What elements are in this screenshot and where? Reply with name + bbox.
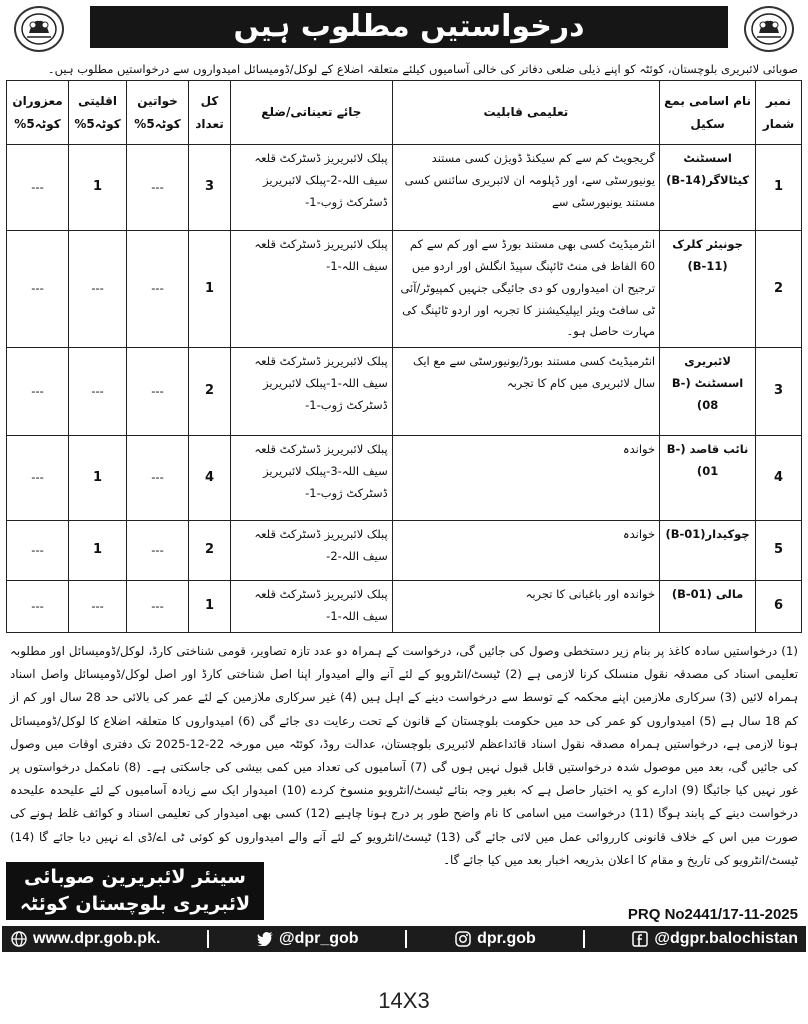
cell-total: 2 [189,348,231,436]
cell-qualification: گریجویٹ کم سے کم سیکنڈ ڈویژن کسی مستند یونیورسٹی سے، اور ڈپلومہ ان لائبریری سائنس کسی مستند یونیورسٹی سے [392,145,659,231]
cell-disabled-quota: --- [7,231,69,348]
cell-serial: 2 [756,231,802,348]
cell-serial: 5 [756,521,802,581]
cell-disabled-quota: --- [7,145,69,231]
table-row [7,581,802,633]
emblem-icon [749,11,789,47]
table-row [7,436,802,521]
cell-women-quota: --- [127,145,189,231]
table-row [7,145,802,231]
cell-post: مالی (B-01) [660,581,756,633]
header-disabled-quota: معزوران کوٹہ5% [7,81,69,145]
table-row [7,521,802,581]
header-place: جائے تعیناتی/ضلع [230,81,392,145]
cell-post: اسسٹنٹ کیٹالاگر(B-14) [660,145,756,231]
cell-post: لائبریری اسسٹنٹ (B-08) [660,348,756,436]
cell-disabled-quota: --- [7,348,69,436]
cell-serial: 3 [756,348,802,436]
cell-disabled-quota: --- [7,436,69,521]
cell-women-quota: --- [127,436,189,521]
twitter-link[interactable] [256,930,359,948]
government-logo-right [744,6,794,52]
twitter-text: @dpr_gob [278,930,359,947]
intro-text: صوبائی لائبریری بلوچستان، کوئٹہ کو اپنے ذیلی ضلعی دفاتر کی خالی آسامیوں کیلئے متعلقہ اضلاع کے لوکل/ڈومیسائل امیدواروں سے درخواستیں مطلوب ہیں۔ [47,62,798,76]
instagram-icon [454,930,472,948]
cell-total: 4 [189,436,231,521]
instagram-link[interactable] [454,930,536,948]
page-title: درخواستیں مطلوب ہیں [90,6,728,48]
cell-women-quota: --- [127,521,189,581]
cell-serial: 6 [756,581,802,633]
cell-disabled-quota: --- [7,521,69,581]
cell-minority-quota: --- [69,348,127,436]
facebook-text: @dgpr.balochistan [654,930,798,947]
table-header-row [7,81,802,145]
cell-serial: 1 [756,145,802,231]
facebook-link[interactable] [631,930,798,948]
cell-qualification: انٹرمیڈیٹ کسی بھی مستند بورڈ سے اور کم سے کم 60 الفاظ فی منٹ ٹائپنگ سپیڈ انگلش اور اردو میں ترجیح ان امیدواروں کو دی جائیگی جنہیں کمپیوٹر/آئی ٹی سافٹ ویئر ایپلیکیشنز کا تجربہ اور اردو ٹائپنگ کی مہارت حاصل ہو۔ [392,231,659,348]
government-logo-left [14,6,64,52]
terms-and-conditions: (1) درخواستیں سادہ کاغذ پر بنام زیر دستخطی وصول کی جائیں گی، درخواست کے ہمراہ دو عدد تازہ تصاویر، قومی شناختی کارڈ، لوکل/ڈومیسائل اور مطلوبہ تعلیمی اسناد کی مصدقہ نقول منسلک کرنا لازمی ہے (2) ٹیسٹ/انٹرویو کے لئے آنے والے امیدوار اپنا اصل شناختی کارڈ اور اصل لوکل/ڈومیسائل واصل اسناد ہمراہ لائیں (3) سرکاری ملازمین اپنے محکمہ کے توسط سے درخواست دینے کے اہل ہیں (4) غیر سرکاری ملازمین کے لئے عمر کی بالائی حد 28 سال اور کم از کم 18 سال ہے (5) امیدواروں کو عمر کی حد میں حکومت بلوچستان کے قانون کے تحت رعایت دی جائے گی (6) امیدواروں کا متعلقہ اضلاع کا لوکل/ڈومیسائل ہونا لازمی ہے، درخواستیں ہمراہ مصدقہ نقول اسناد قائداعظم لائبریری بلوچستان، عدالت روڈ، کوئٹہ میں مورخہ 22-12-2025 تک دفتری اوقات میں وصول کی جائیں گی، بعد میں موصول شدہ درخواستیں قابل قبول نہیں ہوں گی (7) آسامیوں کی تعداد میں کمی بیشی کی جاسکتی ہے۔ (8) نامکمل درخواستوں پر غور نہیں کیا جائیگا (9) ادارے کو یہ اختیار حاصل ہے کہ بغیر وجہ بتائے ٹیسٹ/انٹرویو منسوخ کردے (10) امیدوار ایک سے زیادہ آسامیوں کے لئے علیحدہ علیحدہ درخواست دینے کے پابند ہوگا (11) درخواست میں اسامی کا نام واضح طور پر درج ہونا چاہیے (12) کسی بھی امیدوار کی تعلیمی اسناد و کوائف غلط ہونے کی صورت میں اس کے خلاف قانونی کارروائی عمل میں لائی جائے گی (13) ٹیسٹ/انٹرویو کے لئے آنے والے امیدواروں کو کوئی ٹی اے/ڈی اے نہیں دیا جائے گا (14) ٹیسٹ/انٹرویو کی تاریخ و مقام کا اعلان بذریعہ اخبار بعد میں کیا جائے گا۔ [10,644,798,867]
social-bar [2,926,806,952]
issuing-office [6,862,264,920]
table-row [7,231,802,348]
website-link[interactable] [10,930,160,948]
cell-place: پبلک لائبریریز ڈسٹرکٹ قلعہ سیف اللہ-3-پبلک لائبریریز ڈسٹرکٹ ژوب-1- [230,436,392,521]
twitter-icon [256,930,274,948]
cell-qualification: خواندہ [392,521,659,581]
cell-disabled-quota: --- [7,581,69,633]
cell-minority-quota: --- [69,231,127,348]
cell-place: پبلک لائبریریز ڈسٹرکٹ قلعہ سیف اللہ-2-پبلک لائبریریز ڈسٹرکٹ ژوب-1- [230,145,392,231]
cell-minority-quota: 1 [69,436,127,521]
cell-minority-quota: 1 [69,521,127,581]
cell-women-quota: --- [127,231,189,348]
cell-total: 1 [189,581,231,633]
office-line-2: لائبریری بلوچستان کوئٹہ [19,893,251,915]
divider [207,930,209,948]
cell-qualification: انٹرمیڈیٹ کسی مستند بورڈ/یونیورسٹی سے مع ایک سال لائبریری میں کام کا تجربہ [392,348,659,436]
cell-minority-quota: --- [69,581,127,633]
cell-qualification: خواندہ اور باغبانی کا تجربہ [392,581,659,633]
jobs-table [6,80,802,633]
header-women-quota: خواتین کوٹہ5% [127,81,189,145]
cell-serial: 4 [756,436,802,521]
cell-total: 2 [189,521,231,581]
cell-place: پبلک لائبریریز ڈسٹرکٹ قلعہ سیف اللہ-2- [230,521,392,581]
prq-number: PRQ No2441/17-11-2025 [627,906,798,923]
globe-icon [10,930,28,948]
header-total: کل تعداد [189,81,231,145]
cell-place: پبلک لائبریریز ڈسٹرکٹ قلعہ سیف اللہ-1- [230,231,392,348]
cell-post: چوکیدار(B-01) [660,521,756,581]
ad-size-code: 14X3 [378,988,430,1013]
header-serial: نمبر شمار [756,81,802,145]
website-text: www.dpr.gob.pk. [33,930,161,947]
header-qualification: تعلیمی قابلیت [392,81,659,145]
cell-post: نائب قاصد (B-01) [660,436,756,521]
cell-total: 3 [189,145,231,231]
header-minority-quota: اقلیتی کوٹہ5% [69,81,127,145]
cell-minority-quota: 1 [69,145,127,231]
office-line-1: سینئر لائبریرین صوبائی [24,866,246,888]
header-post: نام اسامی بمع سکیل [660,81,756,145]
cell-total: 1 [189,231,231,348]
instagram-text: dpr.gob [477,930,536,947]
cell-women-quota: --- [127,581,189,633]
divider [405,930,407,948]
cell-qualification: خواندہ [392,436,659,521]
emblem-icon [19,11,59,47]
cell-women-quota: --- [127,348,189,436]
divider [583,930,585,948]
cell-place: پبلک لائبریریز ڈسٹرکٹ قلعہ سیف اللہ-1-پبلک لائبریریز ڈسٹرکٹ ژوب-1- [230,348,392,436]
cell-post: جونیئر کلرک (B-11) [660,231,756,348]
cell-place: پبلک لائبریریز ڈسٹرکٹ قلعہ سیف اللہ-1- [230,581,392,633]
table-row [7,348,802,436]
facebook-icon [631,930,649,948]
